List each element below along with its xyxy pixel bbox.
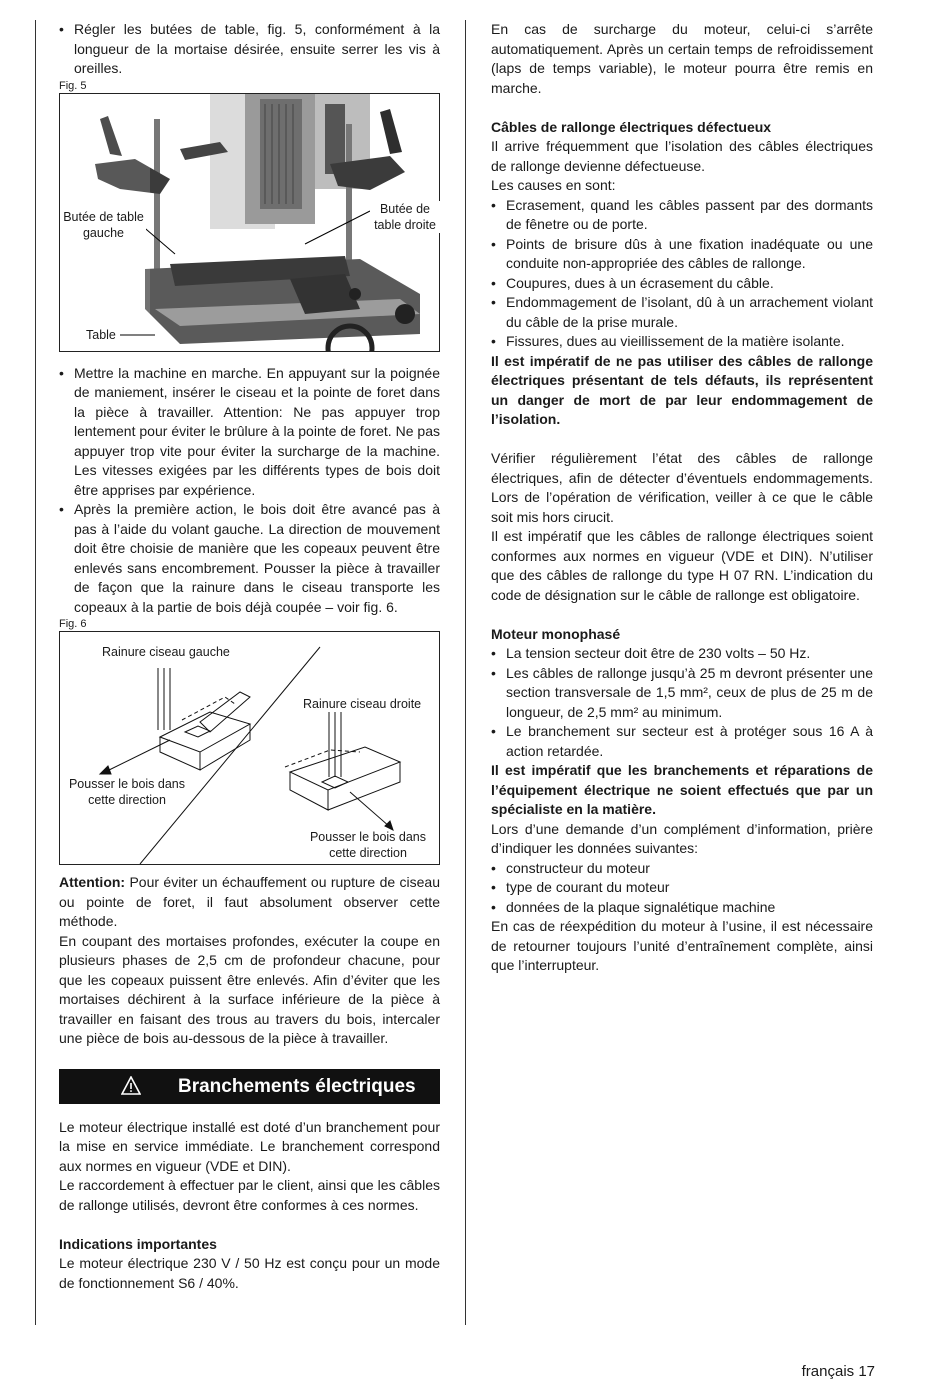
paragraph-moteur-230v: Le moteur électrique 230 V / 50 Hz est conçu pour un mode de fonctionnement S6 / 40%. xyxy=(59,1255,440,1291)
spacer xyxy=(491,430,873,450)
fig6-pousser-droite-line1: Pousser le bois dans xyxy=(309,830,427,844)
fig6-pousser-gauche-line2: cette direction xyxy=(88,793,166,807)
paragraph-causes: Les causes en sont: xyxy=(491,177,616,193)
paragraph-demande-info: Lors d’une demande d’un complément d’information, prière d’indiquer les données suivantes: xyxy=(491,820,873,856)
paragraph-raccordement: Le raccordement à effectuer par le client, ainsi que les câbles de rallonge utilisés, devront être conformes à ces normes. xyxy=(59,1177,440,1213)
right-column xyxy=(491,20,873,976)
fig6-pousser-droite-line2: cette direction xyxy=(329,846,407,860)
spacer xyxy=(491,605,873,625)
fig5-butee-gauche-line2: gauche xyxy=(82,225,124,240)
warning-specialiste: Il est impératif que les branchements et réparations de l’équipement électrique ne soient effectués que par un spécialiste en la matière. xyxy=(491,762,873,817)
bullet-regler: • Régler les butées de table, fig. 5, conformément à la longueur de la mortaise désirée, ensuite serrer les vis à oreilles. xyxy=(59,20,440,79)
warning-cables-danger: Il est impératif de ne pas utiliser des câbles de rallonge électriques présentant de tels défauts, ils représentent un danger de mort de par leur endommagement de l’isolation. xyxy=(491,352,873,427)
fig5-butee-droite-line2: table droite xyxy=(374,217,436,232)
fig5-label: Fig. 5 xyxy=(59,79,87,92)
left-column-rule xyxy=(35,20,36,1325)
fig5-butee-gauche-line1: Butée de table xyxy=(63,209,144,224)
paragraph-normes-cables: Il est impératif que les câbles de rallonge électriques soient conformes aux normes en vigueur (VDE et DIN). N’utiliser que des câbles de rallonge du type H 07 RN. L’indication du code de désignation sur le câble de rallonge est obligatoire. xyxy=(491,528,873,603)
heading-indications: Indications importantes xyxy=(59,1235,217,1252)
list-item-cause: • Coupures, dues à un écrasement du câble. xyxy=(491,274,873,294)
list-item-info: • type de courant du moteur xyxy=(491,878,873,898)
fig6-pousser-droite xyxy=(308,829,428,861)
paragraph-mortaises-profondes: En coupant des mortaises profondes, exécuter la coupe en plusieurs phases de 2,5 cm de profondeur chacune, pour que les copeaux puissent être enlevés. Afin d’éviter que les mortaises déchirent à la surface inférieure de la pièce à travailler en faisant des trous au travers du bois, intercaler une pièce de bois au-dessous de la pièce à travailler. xyxy=(59,932,440,1046)
fig5-butee-droite-line1: Butée de xyxy=(379,201,431,216)
attention-paragraph xyxy=(59,873,440,932)
fig6-label: Fig. 6 xyxy=(59,618,87,630)
fig5-figure xyxy=(59,93,440,352)
fig5-callout-table: Table xyxy=(86,327,116,342)
fig5-callout-right xyxy=(370,201,440,233)
spacer xyxy=(59,1215,440,1235)
list-item-moteur: • La tension secteur doit être de 230 volts – 50 Hz. xyxy=(491,644,873,664)
page-footer: français 17 xyxy=(801,1363,875,1380)
list-item-cause: • Ecrasement, quand les câbles passent par des dormants de fênetre ou de porte. xyxy=(491,196,873,235)
fig6-rainure-gauche: Rainure ciseau gauche xyxy=(102,645,230,659)
list-item-cause: • Points de brisure dûs à une fixation inadéquate ou une conduite non-appropriée des câbles de rallonge. xyxy=(491,235,873,274)
warning-triangle-icon xyxy=(121,1076,141,1095)
list-item-moteur: • Le branchement sur secteur est à protéger sous 16 A à action retardée. xyxy=(491,722,873,761)
fig5-callout-left xyxy=(61,209,146,241)
fig6-pousser-gauche-line1: Pousser le bois dans xyxy=(68,777,186,791)
paragraph-isolation: Il arrive fréquemment que l’isolation des câbles électriques de rallonge devienne défectueuse. xyxy=(491,138,873,174)
fig6-rainure-droite: Rainure ciseau droite xyxy=(303,697,422,711)
left-column xyxy=(59,20,440,1293)
heading-moteur-monophase: Moteur monophasé xyxy=(491,625,621,642)
fig6-figure xyxy=(59,631,440,865)
attention-label: Attention: xyxy=(59,874,126,890)
center-column-rule xyxy=(465,20,466,1325)
section-banner-branchements xyxy=(59,1069,440,1104)
paragraph-reexpedition: En cas de réexpédition du moteur à l’usine, il est nécessaire de retourner toujours l’unité d’entraînement complète, ainsi que l’interrupteur. xyxy=(491,918,873,973)
paragraph-surcharge: En cas de surcharge du moteur, celui-ci s’arrête automatiquement. Après un certain temps de refroidissement (laps de temps variable), le moteur pourra être remis en marche. xyxy=(491,21,873,96)
paragraph-moteur-installe: Le moteur électrique installé est doté d’un branchement pour la mise en service immédiate. Le branchement correspond aux normes en vigueur (VDE et DIN). xyxy=(59,1118,440,1174)
attention-text: Pour éviter un échauffement ou rupture de ciseau ou pointe de foret, il faut absolument observer cette méthode. xyxy=(59,874,440,929)
fig6-pousser-gauche xyxy=(67,776,187,808)
paragraph-verifier: Vérifier régulièrement l’état des câbles de rallonge électriques, afin de détecter d’éventuels endommagements. Lors de l’opération de vérification, veiller à ce que le câble soit mis hors cirucit. xyxy=(491,450,873,525)
list-item-info: • données de la plaque signalétique machine xyxy=(491,898,873,918)
list-item-cause: • Fissures, dues au vieillissement de la matière isolante. xyxy=(491,332,873,352)
list-item-info: • constructeur du moteur xyxy=(491,859,873,879)
bullet-apres-premiere-action: • Après la première action, le bois doit être avancé pas à pas à l’aide du volant gauche. La direction de mouvement doit être choisie de manière que les copeaux peuvent être enlevés sans encombrement. Pousser la pièce à travailler de façon que la rainure dans le ciseau transporte les copeaux à la partie de bois déjà coupée – voir fig. 6. xyxy=(59,500,440,617)
section-title-branchements: Branchements électriques xyxy=(178,1075,416,1097)
list-item-cause: • Endommagement de l’isolant, dû à un arrachement violant du câble de la prise murale. xyxy=(491,293,873,332)
spacer xyxy=(491,98,873,118)
heading-cables-defectueux: Câbles de rallonge électriques défectueux xyxy=(491,118,772,135)
list-item-moteur: • Les câbles de rallonge jusqu’à 25 m devront présenter une section transversale de 1,5 mm², ceux de plus de 25 m de longueur, de 2,5 mm² au minimum. xyxy=(491,664,873,723)
bullet-mettre-machine: • Mettre la machine en marche. En appuyant sur la poignée de maniement, insérer le ciseau et la pointe de foret dans la pièce à travailler. Attention: Ne pas appuyer trop lentement pour éviter le brûlure à la pointe de foret. Ne pas appuyer trop vite pour éviter la surcharge de la machine. Les vitesses exigées par les différents types de bois doit être apprises par expérience. xyxy=(59,364,440,501)
